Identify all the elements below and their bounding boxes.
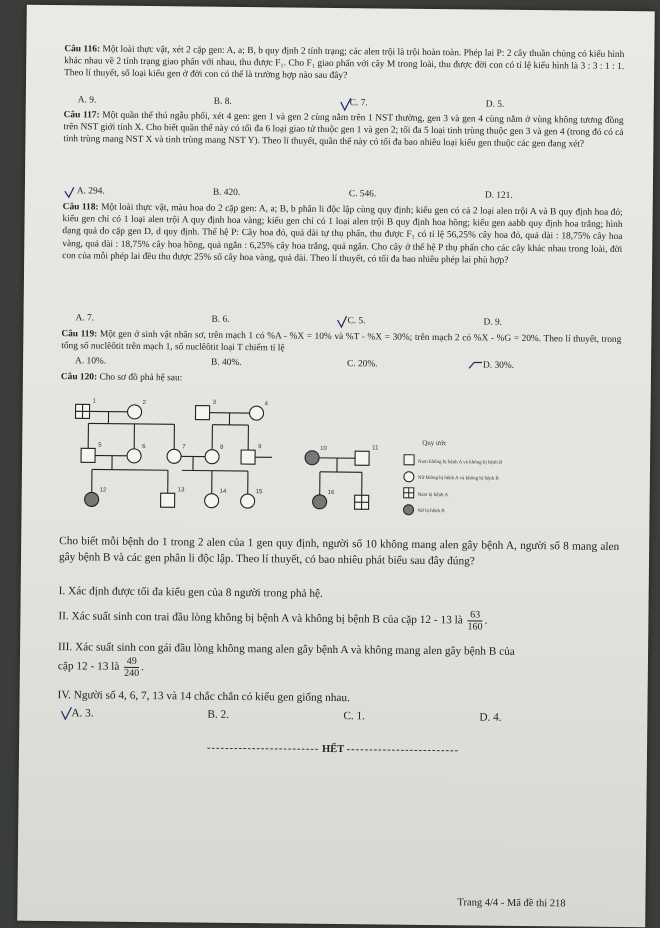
option-b: B. 40%. [211, 357, 242, 369]
option-a: A. 10%. [75, 356, 107, 367]
question-intro: Cho sơ đồ phả hệ sau: [99, 372, 183, 384]
question-118 [62, 201, 623, 268]
pedigree-number: 6 [142, 443, 146, 451]
pedigree-individual-14 [205, 494, 219, 508]
question-120-body: Cho biết mỗi bệnh do 1 trong 2 alen của 1 gen quy định, người số 10 không mang alen gây bệnh A, người số 8 mang alen gây bệnh B và các gen phân li độc lập. Theo lí thuyết, có bao nhiêu phát biểu sau đây đúng? [58, 535, 620, 568]
fraction-63-160: $\frac{63}{160}$ [467, 609, 483, 633]
option-c: C. 546. [348, 189, 377, 200]
option-d: D. 4. [479, 711, 502, 724]
statement-3-text: cặp 12 - 13 là [57, 660, 120, 673]
option-d: D. 5. [485, 99, 505, 110]
statement-1: I. Xác định được tối đa kiểu gen của 8 người trong phả hệ. [58, 585, 323, 600]
pedigree-number: 12 [99, 487, 107, 494]
pedigree-individual-2 [127, 405, 141, 419]
legend-male-normal-icon [404, 455, 414, 465]
statement-4: IV. Người số 4, 6, 7, 13 và 14 chắc chắn có kiểu gen giống nhau. [57, 689, 351, 705]
pedigree-number: 4 [264, 401, 269, 408]
legend-female-normal: Nữ không bị bệnh A và không bị bệnh B [417, 475, 499, 482]
pedigree-individual-15 [241, 494, 255, 508]
pedigree-individual-8 [205, 450, 219, 464]
pedigree-number: 9 [258, 444, 262, 451]
question-text: Một loài thực vật, màu hoa do 2 cặp gen: A, a; B, b phân li độc lập cùng quy định; kiểu gen có cả 2 loại alen trội A và B quy định hoa đỏ; kiểu gen chỉ có 1 loại alen trội A quy định hoa vàng; kiểu gen chỉ có 1 loại alen trội B quy định hoa hồng; kiểu gen aabb quy định hoa trắng; hình dạng quả do cặp gen D, d quy định. Thế hệ P: Cây hoa đỏ, quả dài tự thụ phấn, thu được F₁ có tỉ lệ 56,25% cây hoa đỏ, quả dài : 18,75% cây hoa vàng, quả dài : 18,75% cây hoa hồng, quả ngắn : 6,25% cây hoa trắng, quả ngắn. Cho cây ở thế hệ P thụ phấn cho các cây khác nhau trong loài, đời con của mỗi phép lai đều thu được 25% số cây hoa vàng, quả dài. Theo lí thuyết, có tối đa bao nhiêu phép lai phù hợp? [62, 202, 623, 266]
pedigree-individual-7 [167, 449, 181, 463]
pedigree-number: 10 [320, 445, 327, 452]
question-text: Một gen ở sinh vật nhân sơ, trên mạch 1 có %A - %X = 10% và %T - %X = 30%; trên mạch 2 có %X - %G = 20%. Theo lí thuyết, trong tổng số nuclêôtit trên mạch 1, số nuclêôtit loại T chiếm tỉ lệ [61, 329, 622, 354]
option-c: C. 1. [343, 710, 366, 723]
pedigree-individual-3 [195, 406, 209, 420]
question-120 [61, 371, 621, 389]
page-footer: Trang 4/4 - Mã đề thi 218 [457, 897, 566, 910]
pedigree-individual-16 [313, 495, 327, 509]
question-116 [64, 43, 624, 85]
pedigree-individual-6 [127, 449, 141, 463]
question-117 [63, 109, 623, 151]
option-a: A. 9. [77, 95, 97, 106]
legend-male-disease-a: Nam bị bệnh A [417, 492, 449, 499]
option-c: C. 7. [349, 98, 368, 109]
legend-female-disease-b: Nữ bị bệnh B [417, 508, 445, 515]
option-a: A. 294. [76, 186, 105, 197]
question-text: Một loài thực vật, xét 2 cặp gen: A, a; B, b quy định 2 tính trạng; các alen trội là trội hoàn toàn. Phép lai P: 2 cây thuần chủng có kiểu hình khác nhau về 2 tính trạng giao phấn với nhau, thu được F₁. Cho F₁ giao phấn với cây M trong loài, thu được đời con có tỉ lệ kiểu hình là 3 : 3 : 1 : 1. Theo lí thuyết, số loại kiểu gen ở đời con có thể là trường hợp nào sau đây? [64, 44, 625, 82]
pedigree-number: 5 [98, 442, 102, 449]
answers-120 [57, 705, 617, 727]
option-c: C. 20%. [347, 359, 378, 370]
statement-3: III. Xác suất sinh con gái đầu lòng không mang alen gây bệnh A và không mang alen gây bệnh B của [58, 641, 515, 658]
pedigree-number: 11 [372, 445, 379, 452]
end-mark: ------------------------- HẾT ------------------------- [206, 742, 460, 757]
question-label: Câu 120: [60, 372, 98, 383]
pedigree-number: 3 [212, 399, 217, 406]
end-mark-text: HẾT [321, 743, 345, 756]
question-label: Câu 117: [63, 110, 100, 121]
statement-3-cont: cặp 12 - 13 là $\frac{49}{240}$ . [57, 655, 145, 679]
exam-page [17, 5, 655, 928]
legend-female-disease-b-icon [403, 505, 413, 515]
statement-2-text: II. Xác suất sinh con trai đầu lòng không bị bệnh A và không bị bệnh B của cặp 12 - 13 là [58, 610, 463, 627]
pedigree-number: 15 [255, 489, 263, 496]
option-d: D. 121. [484, 190, 513, 201]
option-b: B. 420. [212, 187, 241, 198]
pedigree-individual-5 [81, 448, 95, 462]
question-label: Câu 119: [61, 329, 98, 340]
question-label: Câu 118: [62, 202, 99, 213]
pedigree-number: 8 [220, 444, 224, 451]
statement-2: II. Xác suất sinh con trai đầu lòng không bị bệnh A và không bị bệnh B của cặp 12 - 13 là $\frac{63}{160}$ . [58, 609, 488, 633]
option-b: B. 8. [213, 96, 232, 107]
pedigree-individual-12 [85, 492, 99, 506]
pedigree-number: 1 [92, 398, 97, 405]
option-d: D. 9. [483, 317, 503, 328]
pedigree-number: 16 [327, 489, 335, 496]
option-b: B. 6. [211, 314, 230, 325]
pedigree-individual-9 [241, 450, 255, 464]
option-d: D. 30%. [483, 360, 515, 371]
pedigree-individual-13 [161, 493, 175, 507]
question-119 [61, 328, 621, 358]
pedigree-number: 14 [219, 488, 227, 495]
pedigree-individual-11 [355, 451, 369, 465]
pedigree-individual-10 [305, 451, 319, 465]
question-text: Một quần thể thú ngẫu phối, xét 4 gen: gen 1 và gen 2 cùng nằm trên 1 NST thường, gen 3 và gen 4 cùng nằm ở vùng không tương đồng trên NST giới tính X. Cho biết quần thể này có tối đa 6 loại giao tử thuộc gen 1 và gen 2; tối đa 5 loại tinh trùng thuộc gen 3 và gen 4 (trong đó có cả tinh trùng mang NST X và tinh trùng mang NST Y). Theo lí thuyết, quần thể này có tối đa bao nhiêu loại kiểu gen thuộc các gen đang xét? [63, 110, 624, 150]
fraction-49-240: $\frac{49}{240}$ [124, 655, 140, 679]
option-a: A. 7. [75, 313, 95, 324]
legend-female-normal-icon [404, 472, 414, 482]
legend-title: Quy ước [422, 438, 447, 448]
option-b: B. 2. [207, 708, 230, 721]
legend-male-normal: Nam không bị bệnh A và không bị bệnh B [418, 459, 503, 466]
pedigree-individual-4 [249, 406, 263, 420]
option-c: C. 5. [347, 316, 366, 327]
question-label: Câu 116: [64, 44, 101, 55]
pedigree-chart [51, 389, 612, 525]
option-a: A. 3. [71, 707, 94, 720]
pedigree-number: 13 [177, 487, 185, 494]
pedigree-number: 7 [182, 444, 186, 451]
pedigree-number: 2 [142, 399, 147, 407]
